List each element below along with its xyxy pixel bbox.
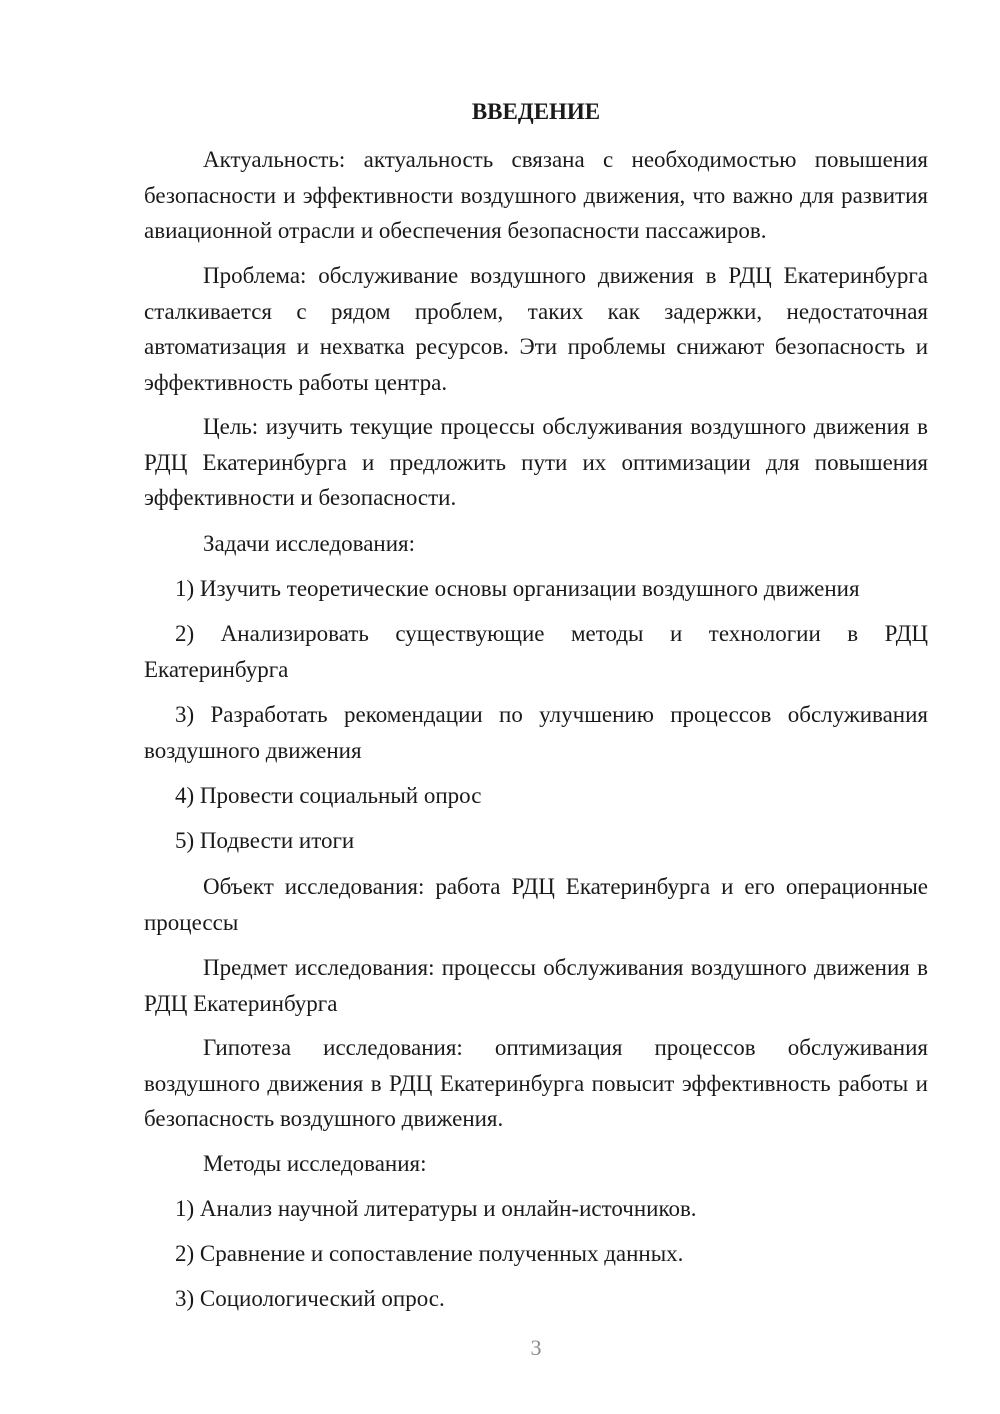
methods-heading: Методы исследования: bbox=[203, 1151, 427, 1176]
task-item: 2) Анализировать существующие методы и технологии в РДЦ Екатеринбурга bbox=[144, 621, 928, 682]
subject-paragraph: Предмет исследования: процессы обслуживания воздушного движения в РДЦ Екатеринбурга bbox=[144, 955, 928, 1016]
object-paragraph: Объект исследования: работа РДЦ Екатеринбурга и его операционные процессы bbox=[144, 874, 928, 935]
method-item: 2) Сравнение и сопоставление полученных данных. bbox=[175, 1241, 684, 1266]
hypothesis-paragraph: Гипотеза исследования: оптимизация процессов обслуживания воздушного движения в РДЦ Екатеринбурга повысит эффективность работы и безопасность воздушного движения. bbox=[144, 1035, 928, 1131]
task-item: 5) Подвести итоги bbox=[175, 828, 355, 853]
task-item: 1) Изучить теоретические основы организации воздушного движения bbox=[175, 576, 860, 601]
method-item: 3) Социологический опрос. bbox=[175, 1286, 445, 1311]
method-item: 1) Анализ научной литературы и онлайн-источников. bbox=[175, 1196, 697, 1221]
problem-paragraph: Проблема: обслуживание воздушного движения в РДЦ Екатеринбурга сталкивается с рядом проблем, таких как задержки, недостаточная автоматизация и нехватка ресурсов. Эти проблемы снижают безопасность и эффективность работы центра. bbox=[144, 263, 928, 395]
task-item: 4) Провести социальный опрос bbox=[175, 783, 482, 808]
tasks-heading: Задачи исследования: bbox=[203, 531, 416, 556]
relevance-paragraph: Актуальность: актуальность связана с необходимостью повышения безопасности и эффективности воздушного движения, что важно для развития авиационной отрасли и обеспечения безопасности пассажиров. bbox=[144, 147, 928, 243]
goal-paragraph: Цель: изучить текущие процессы обслуживания воздушного движения в РДЦ Екатеринбурга и предложить пути их оптимизации для повышения эффективности и безопасности. bbox=[144, 414, 928, 510]
page-number: 3 bbox=[530, 1335, 542, 1360]
task-item: 3) Разработать рекомендации по улучшению процессов обслуживания воздушного движения bbox=[144, 702, 928, 763]
document-page bbox=[144, 0, 928, 1414]
section-heading: ВВЕДЕНИЕ bbox=[471, 99, 601, 124]
